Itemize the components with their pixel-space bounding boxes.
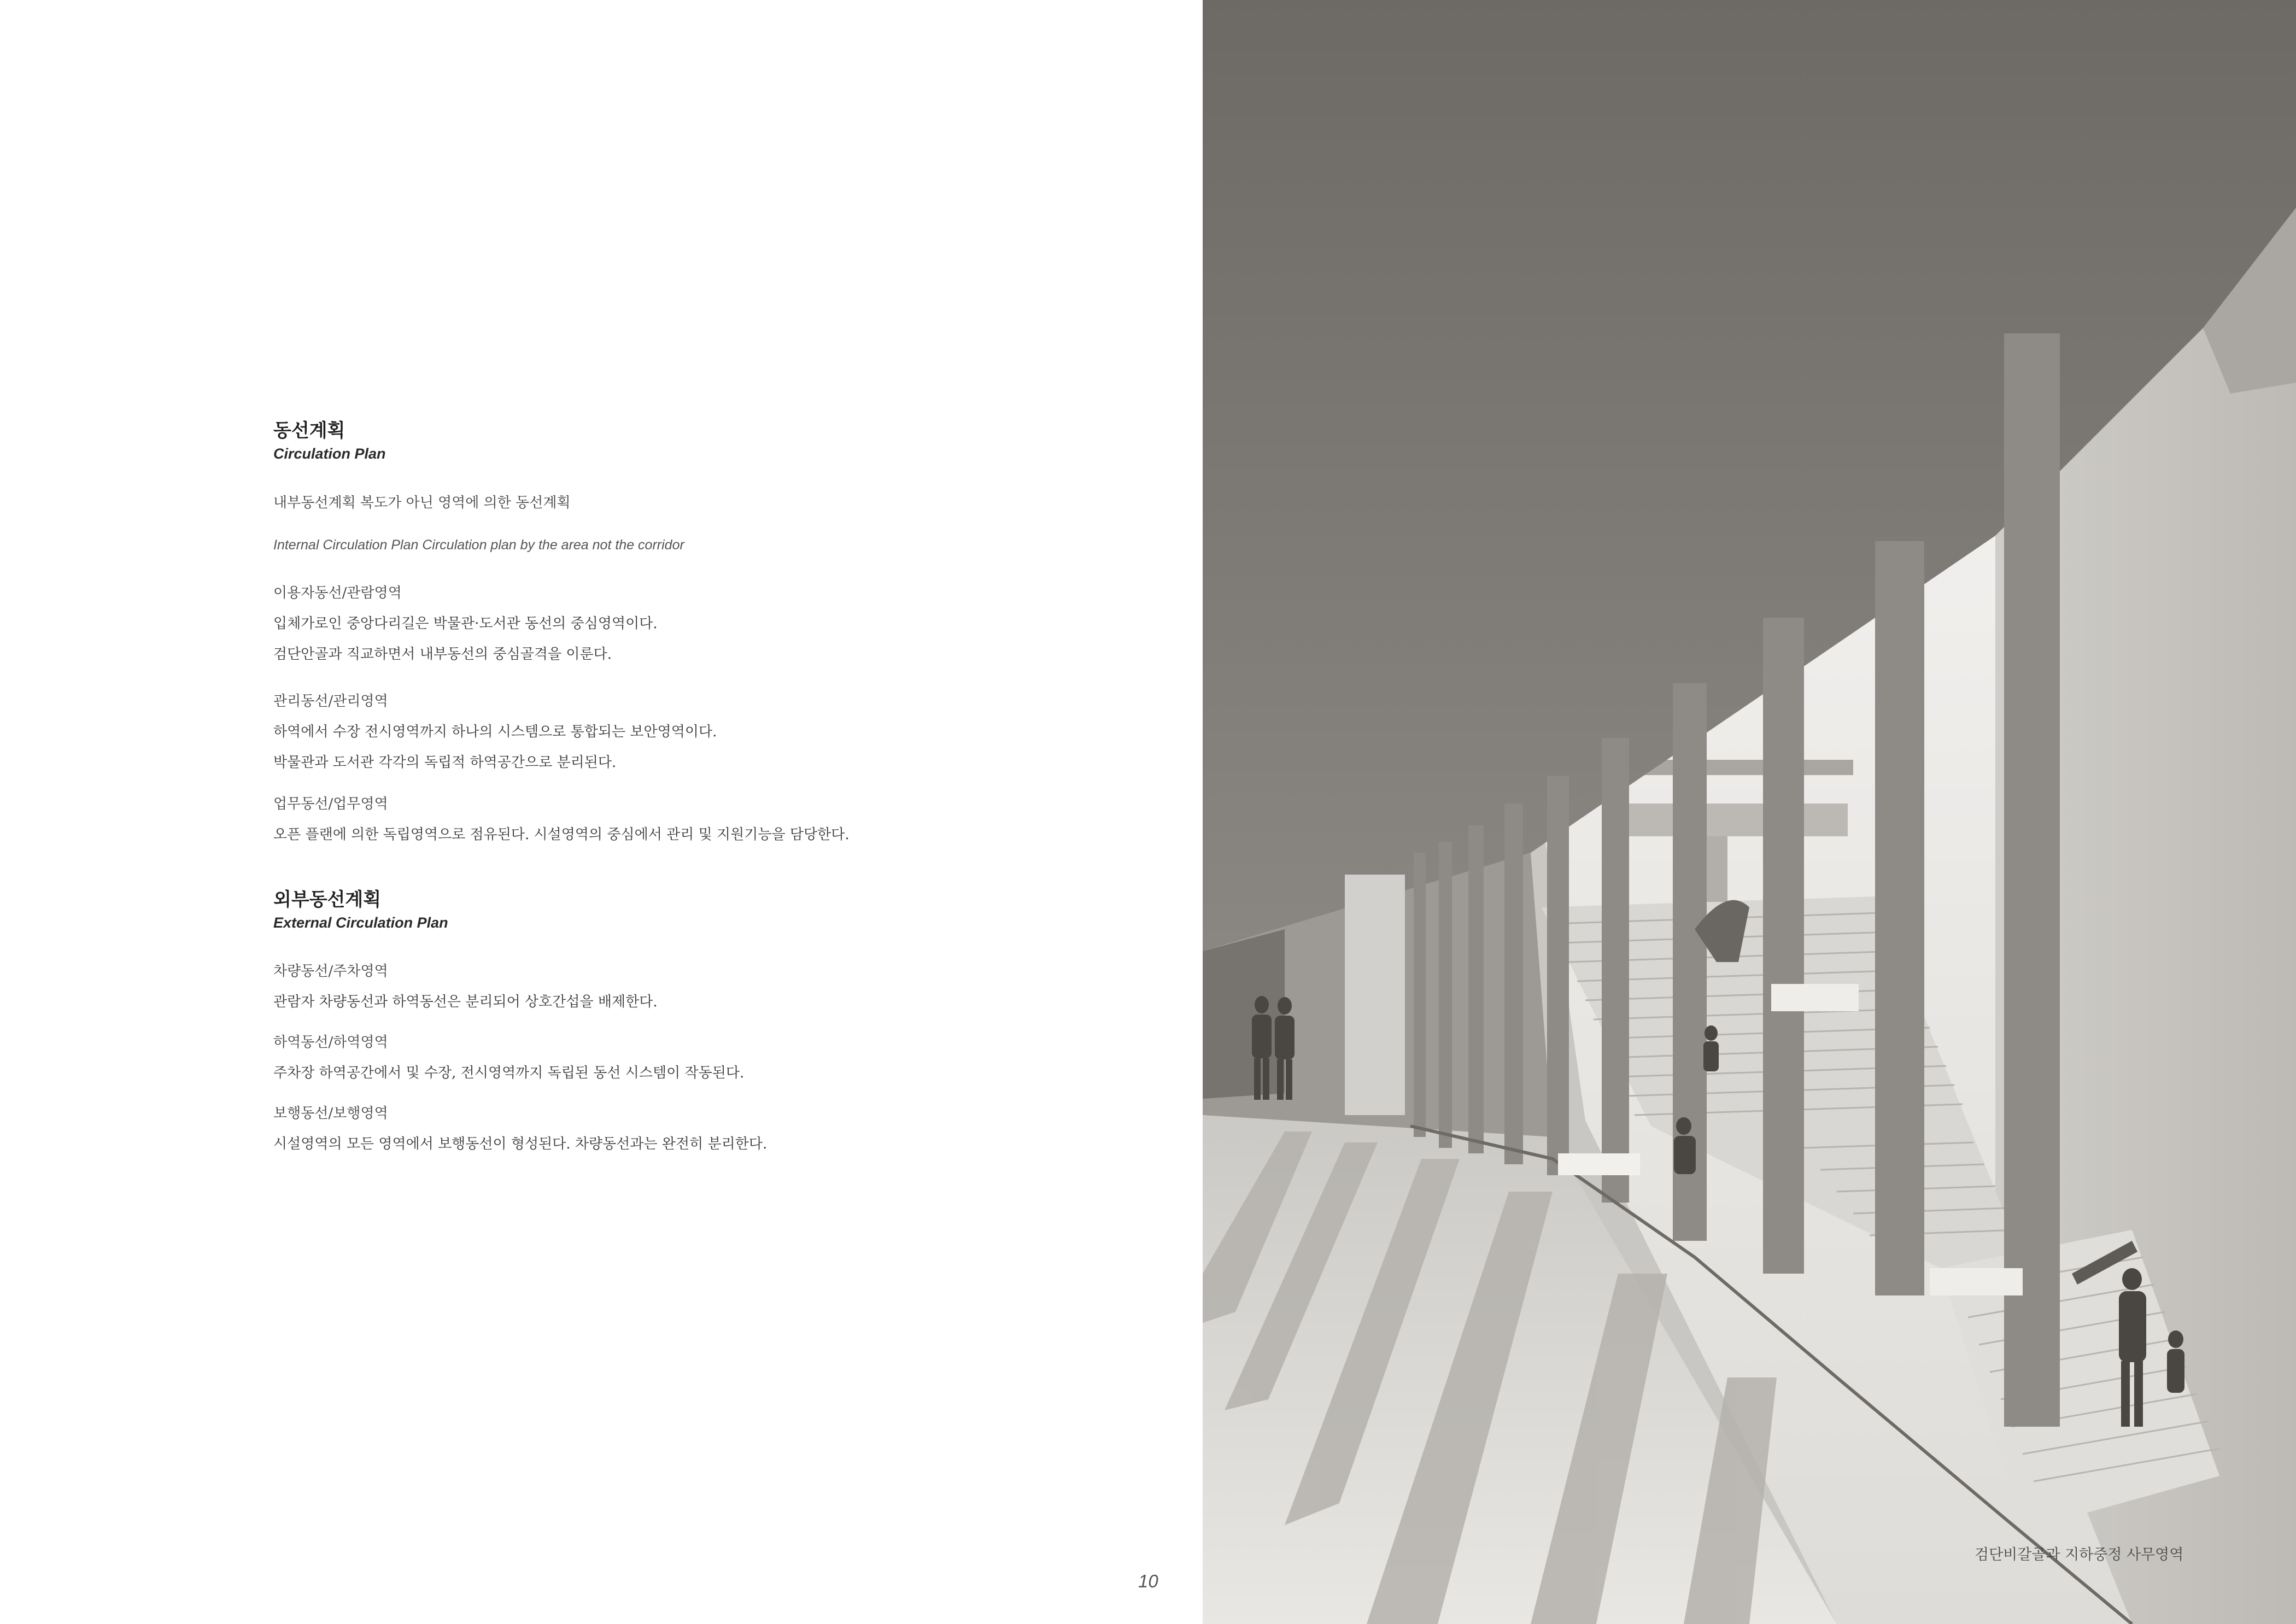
- bench: [1771, 984, 1859, 1011]
- internal-subtitle: [273, 492, 984, 514]
- external-item-loading: [273, 1031, 984, 1084]
- item-label: 하역동선/하역영역: [273, 1034, 388, 1051]
- external-item-pedestrian: [273, 1103, 984, 1155]
- item-label: 업무동선/업무영역: [273, 796, 388, 812]
- section-title-ko: 외부동선계획: [273, 889, 382, 911]
- item-line: 주차장 하역공간에서 및 수장, 전시영역까지 독립된 동선 시스템이 작동된다.: [273, 1065, 745, 1081]
- item-line: 관람자 차량동선과 하역동선은 분리되어 상호간섭을 배제한다.: [273, 994, 658, 1010]
- item-line: 하역에서 수장 전시영역까지 하나의 시스템으로 통합되는 보안영역이다.: [273, 724, 717, 740]
- item-line: 오픈 플랜에 의한 독립영역으로 점유된다. 시설영역의 중심에서 관리 및 지원기능을 담당한다.: [273, 826, 850, 843]
- item-label: 보행동선/보행영역: [273, 1105, 388, 1122]
- item-label: 차량동선/주차영역: [273, 963, 388, 980]
- architectural-render: [1203, 0, 2296, 1624]
- internal-item-visitor: [273, 582, 984, 665]
- item-line: 시설영역의 모든 영역에서 보행동선이 형성된다. 차량동선과는 완전히 분리한다.: [273, 1136, 768, 1152]
- section-title-ko: 동선계획: [273, 420, 345, 442]
- interior-column: [1345, 875, 1405, 1115]
- render-illustration: [1203, 0, 2296, 1624]
- image-caption: 검단비갈골과 지하중정 사무영역: [1975, 1546, 2184, 1563]
- internal-circulation-section: [273, 419, 984, 465]
- internal-subtitle-en-wrap: [273, 534, 984, 556]
- section-title-en: Circulation Plan: [273, 445, 386, 462]
- bench: [1558, 1153, 1640, 1175]
- corridor-opening: [1203, 929, 1285, 1099]
- item-line: 입체가로인 중앙다리길은 박물관·도서관 동선의 중심영역이다.: [273, 615, 658, 632]
- bench: [1930, 1268, 2023, 1295]
- subtitle-en: Internal Circulation Plan Circulation plan by the area not the corridor: [273, 537, 684, 553]
- subtitle-ko: 내부동선계획 복도가 아닌 영역에 의한 동선계획: [273, 495, 571, 511]
- internal-item-office: [273, 793, 984, 846]
- upper-landing: [1618, 804, 1848, 836]
- section-title-en: External Circulation Plan: [273, 914, 448, 931]
- external-circulation-section: [273, 888, 984, 934]
- item-label: 관리동선/관리영역: [273, 693, 388, 710]
- internal-item-management: [273, 690, 984, 773]
- item-line: 박물관과 도서관 각각의 독립적 하역공간으로 분리된다.: [273, 754, 617, 771]
- page-number: 10: [1138, 1571, 1158, 1591]
- external-item-vehicle: [273, 960, 984, 1013]
- item-label: 이용자동선/관람영역: [273, 585, 402, 601]
- item-line: 검단안골과 직교하면서 내부동선의 중심골격을 이룬다.: [273, 646, 612, 663]
